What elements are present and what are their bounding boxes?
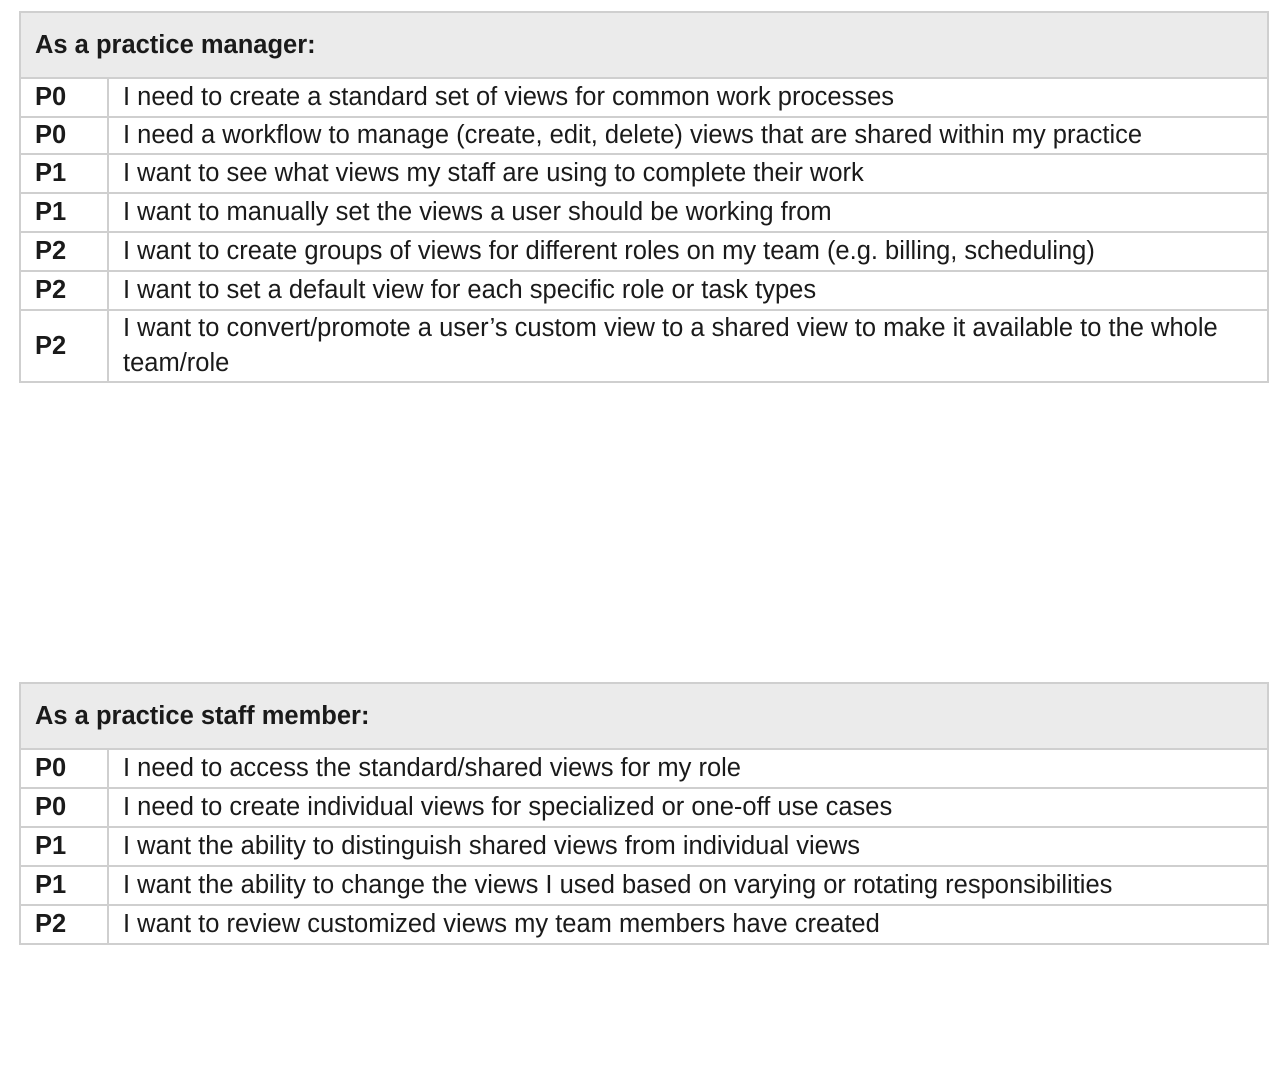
table-row xyxy=(20,827,1268,866)
story-cell: I want to review customized views my team members have created xyxy=(108,905,1268,944)
priority-cell: P2 xyxy=(20,271,108,310)
story-cell: I want to convert/promote a user’s custom view to a shared view to make it available to the whole team/role xyxy=(108,310,1268,382)
priority-cell: P0 xyxy=(20,78,108,117)
table-header-row xyxy=(20,12,1268,78)
table-row xyxy=(20,154,1268,193)
priority-cell: P1 xyxy=(20,154,108,193)
table-row xyxy=(20,232,1268,271)
table-row xyxy=(20,117,1268,154)
table-row xyxy=(20,866,1268,905)
table-header-row xyxy=(20,683,1268,749)
story-cell: I want to see what views my staff are using to complete their work xyxy=(108,154,1268,193)
story-cell: I want to create groups of views for different roles on my team (e.g. billing, scheduling) xyxy=(108,232,1268,271)
priority-cell: P0 xyxy=(20,788,108,827)
story-cell: I need to create individual views for specialized or one-off use cases xyxy=(108,788,1268,827)
table-row xyxy=(20,78,1268,117)
table-heading: As a practice staff member: xyxy=(20,683,1268,749)
story-cell: I want to set a default view for each specific role or task types xyxy=(108,271,1268,310)
story-cell: I need to access the standard/shared views for my role xyxy=(108,749,1268,788)
priority-cell: P1 xyxy=(20,866,108,905)
practice-manager-table xyxy=(19,11,1269,383)
priority-cell: P0 xyxy=(20,117,108,154)
priority-cell: P2 xyxy=(20,310,108,382)
story-cell: I need to create a standard set of views for common work processes xyxy=(108,78,1268,117)
priority-cell: P0 xyxy=(20,749,108,788)
table-row xyxy=(20,310,1268,382)
story-cell: I want the ability to distinguish shared views from individual views xyxy=(108,827,1268,866)
table-row xyxy=(20,788,1268,827)
table-row xyxy=(20,749,1268,788)
story-cell: I want to manually set the views a user should be working from xyxy=(108,193,1268,232)
priority-cell: P2 xyxy=(20,232,108,271)
table-row xyxy=(20,271,1268,310)
table-heading: As a practice manager: xyxy=(20,12,1268,78)
priority-cell: P2 xyxy=(20,905,108,944)
story-cell: I want the ability to change the views I used based on varying or rotating responsibilities xyxy=(108,866,1268,905)
table-row xyxy=(20,193,1268,232)
priority-cell: P1 xyxy=(20,827,108,866)
table-row xyxy=(20,905,1268,944)
practice-staff-table xyxy=(19,682,1269,945)
priority-cell: P1 xyxy=(20,193,108,232)
story-cell: I need a workflow to manage (create, edit, delete) views that are shared within my practice xyxy=(108,117,1268,154)
